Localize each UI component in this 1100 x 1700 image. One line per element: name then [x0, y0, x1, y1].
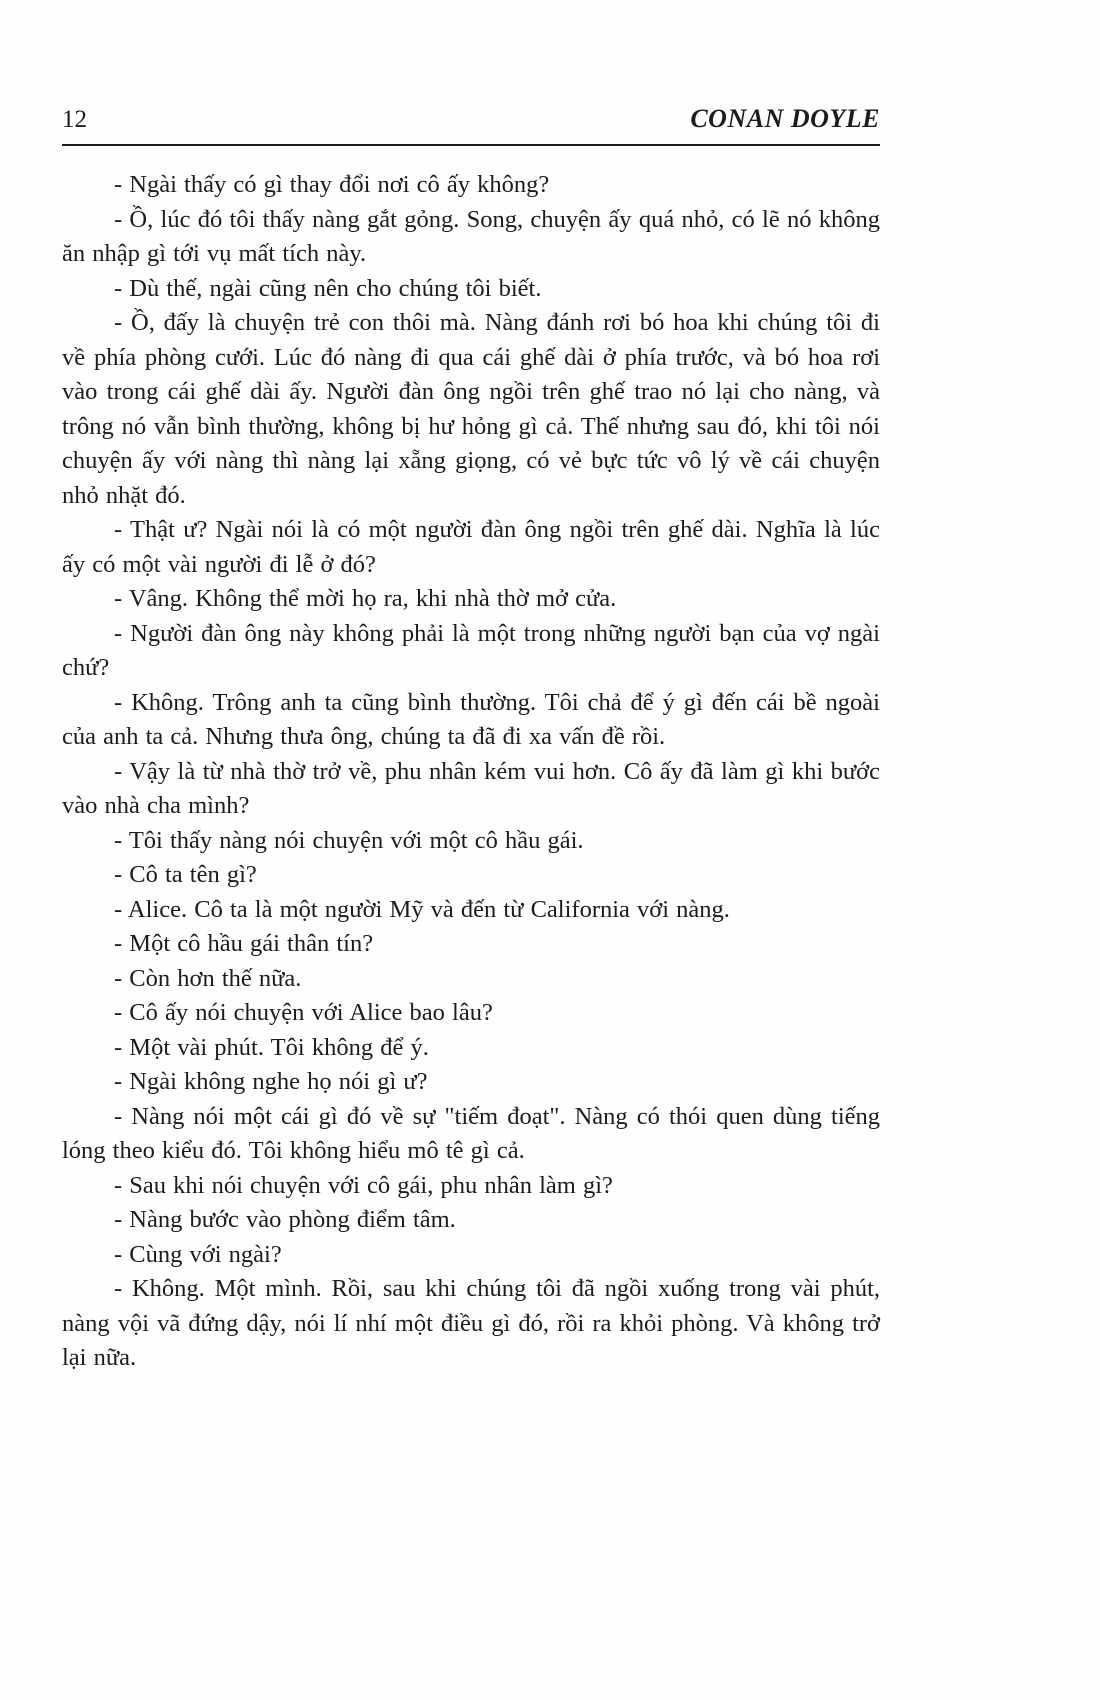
paragraph: - Ngài không nghe họ nói gì ư?	[114, 1068, 428, 1095]
page-number: 12	[62, 106, 87, 133]
paragraph: - Nàng bước vào phòng điểm tâm.	[114, 1206, 456, 1233]
paragraph: - Một vài phút. Tôi không để ý.	[114, 1033, 429, 1061]
paragraph: - Sau khi nói chuyện với cô gái, phu nhân làm gì?	[114, 1171, 613, 1199]
paragraph: - Một cô hầu gái thân tín?	[114, 930, 374, 957]
paragraph: - Còn hơn thế nữa.	[114, 964, 302, 992]
paragraph: - Người đàn ông này không phải là một trong những người bạn của vợ ngài chứ?	[62, 619, 880, 681]
paragraph: - Ồ, lúc đó tôi thấy nàng gắt gỏng. Song, chuyện ấy quá nhỏ, có lẽ nó không ăn nhập gì tới vụ mất tích này.	[62, 205, 880, 267]
paragraph: - Tôi thấy nàng nói chuyện với một cô hầu gái.	[114, 826, 584, 854]
paragraph: - Cùng với ngài?	[114, 1240, 282, 1268]
paragraph: - Nàng nói một cái gì đó về sự "tiếm đoạt". Nàng có thói quen dùng tiếng lóng theo kiểu đó. Tôi không hiểu mô tê gì cả.	[62, 1102, 880, 1164]
paragraph: - Alice. Cô ta là một người Mỹ và đến từ California với nàng.	[114, 895, 730, 923]
paragraph: - Không. Một mình. Rồi, sau khi chúng tôi đã ngồi xuống trong vài phút, nàng vội vã đứng dậy, nói lí nhí một điều gì đó, rồi ra khỏi phòng. Và không trở lại nữa.	[62, 1275, 880, 1371]
page-content	[62, 0, 880, 1376]
running-head	[62, 0, 880, 146]
paragraph: - Cô ấy nói chuyện với Alice bao lâu?	[114, 999, 493, 1026]
running-title: CONAN DOYLE	[690, 104, 880, 133]
paragraph: - Ồ, đấy là chuyện trẻ con thôi mà. Nàng đánh rơi bó hoa khi chúng tôi đi về phía phòng cưới. Lúc đó nàng đi qua cái ghế dài ở phía trước, và bó hoa rơi vào trong cái ghế dài ấy. Người đàn ông ngồi trên ghế trao nó lại cho nàng, và trông nó vẫn bình thường, không bị hư hỏng gì cả. Thế nhưng sau đó, khi tôi nói chuyện ấy với nàng thì nàng lại xẵng giọng, có vẻ bực tức vô lý về cái chuyện nhỏ nhặt đó.	[62, 309, 880, 509]
paragraph: - Cô ta tên gì?	[114, 861, 257, 888]
page-body	[62, 168, 880, 1376]
paragraph: - Thật ư? Ngài nói là có một người đàn ông ngồi trên ghế dài. Nghĩa là lúc ấy có một vài người đi lễ ở đó?	[62, 516, 880, 578]
paragraph: - Không. Trông anh ta cũng bình thường. Tôi chả để ý gì đến cái bề ngoài của anh ta cả. Nhưng thưa ông, chúng ta đã đi xa vấn đề rồi.	[62, 688, 880, 750]
paragraph: - Ngài thấy có gì thay đổi nơi cô ấy không?	[114, 171, 550, 198]
paragraph: - Vâng. Không thể mời họ ra, khi nhà thờ mở cửa.	[114, 585, 617, 612]
paragraph: - Dù thế, ngài cũng nên cho chúng tôi biết.	[114, 274, 542, 302]
paragraph: - Vậy là từ nhà thờ trở về, phu nhân kém vui hơn. Cô ấy đã làm gì khi bước vào nhà cha mình?	[62, 757, 880, 819]
